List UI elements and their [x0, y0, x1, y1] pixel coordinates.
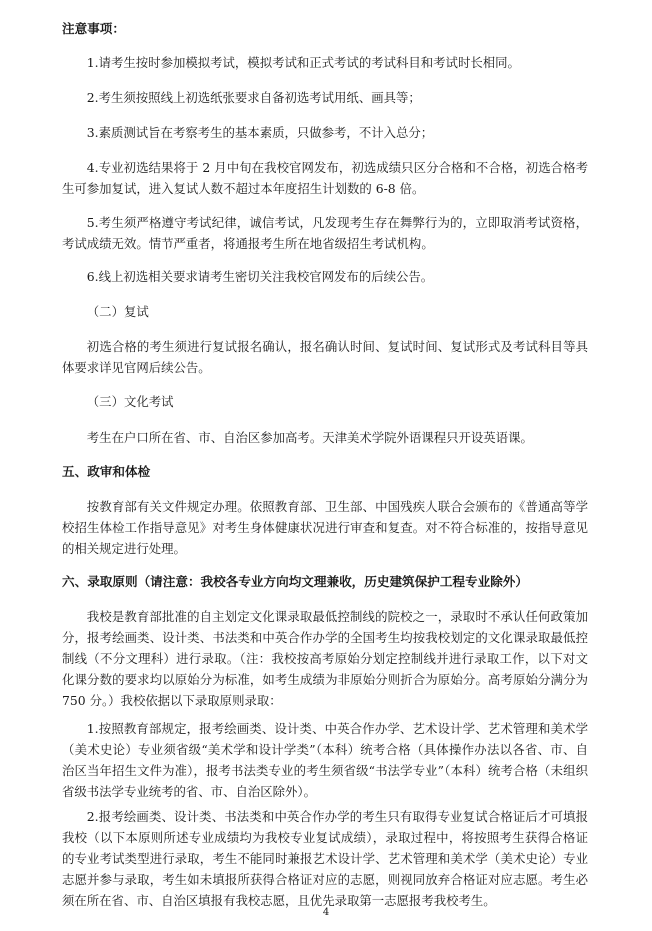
- notes-heading: 注意事项：: [62, 21, 125, 36]
- political-physical-body: 按教育部有关文件规定办理。依照教育部、卫生部、中国残疾人联合会颁布的《普通高等学校招生体检工作指导意见》对考生身体健康状况进行审查和复查。对不符合标准的，按指导意见的相关规定进行处理。: [62, 499, 588, 556]
- notes-item-1: 1.请考生按时参加模拟考试，模拟考试和正式考试的考试科目和考试时长相同。: [86, 55, 520, 70]
- culture-exam-body: 考生在户口所在省、市、自治区参加高考。天津美术学院外语课程只开设英语课。: [86, 430, 533, 445]
- admission-intro: 我校是教育部批准的自主划定文化课录取最低控制线的院校之一，录取时不承认任何政策加分，报考绘画类、设计类、书法类和中英合作办学的全国考生均按我校划定的文化课录取最低控制线（不分文理科）进行录取。（注：我校按高考原始分划定控制线并进行录取工作，以下对文化课分数的要求均以原始分为标准，如考生成绩为非原始分则折合为原始分。高考原始分满分为 750 分。）我校依据以下录取原则录取：: [62, 609, 588, 708]
- retest-body: 初选合格的考生须进行复试报名确认，报名确认时间、复试时间、复试形式及考试科目等具体要求详见官网后续公告。: [62, 339, 588, 375]
- notes-item-4: 4.专业初选结果将于 2 月中旬在我校官网发布，初选成绩只区分合格和不合格，初选合格考生可参加复试，进入复试人数不超过本年度招生计划数的 6-8 倍。: [62, 160, 588, 196]
- page-number: 4: [322, 907, 330, 918]
- political-physical-heading: 五、政审和体检: [62, 464, 151, 479]
- admission-heading: 六、录取原则（请注意：我校各专业方向均文理兼收，历史建筑保护工程专业除外）: [62, 574, 528, 589]
- culture-exam-heading: （三）文化考试: [86, 394, 174, 409]
- notes-item-3: 3.素质测试旨在考察考生的基本素质，只做参考，不计入总分；: [86, 125, 434, 140]
- admission-rule-2: 2.报考绘画类、设计类、书法类和中英合作办学的考生只有取得专业复试合格证后才可填报我校（以下本原则所述专业成绩均为我校专业复试成绩），录取过程中，将按照考生获得合格证的专业考试类型进行录取，考生不能同时兼报艺术设计学、艺术管理和美术学（美术史论）专业志愿并参与录取，考生如未填报所获得合格证对应的志愿，则视同放弃合格证对应志愿。考生必须在所在省、市、自治区填报有我校志愿，且优先录取第一志愿报考我校考生。: [62, 809, 588, 908]
- admission-rule-1: 1.按照教育部规定，报考绘画类、设计类、中英合作办学、艺术设计学、艺术管理和美术学（美术史论）专业须省级“美术学和设计学类”（本科）统考合格（具体操作办法以各省、市、自治区当年招生文件为准），报考书法类专业的考生须省级“书法学专业”（本科）统考合格（未组织省级书法学专业统考的省、市、自治区除外）。: [62, 721, 588, 799]
- notes-item-5: 5.考生须严格遵守考试纪律，诚信考试，凡发现考生存在舞弊行为的，立即取消考试资格，考试成绩无效。情节严重者，将通报考生所在地省级招生考试机构。: [62, 215, 588, 251]
- notes-item-2: 2.考生须按照线上初选纸张要求自备初选考试用纸、画具等；: [86, 90, 421, 105]
- retest-heading: （二）复试: [86, 304, 149, 319]
- notes-item-6: 6.线上初选相关要求请考生密切关注我校官网发布的后续公告。: [86, 269, 434, 284]
